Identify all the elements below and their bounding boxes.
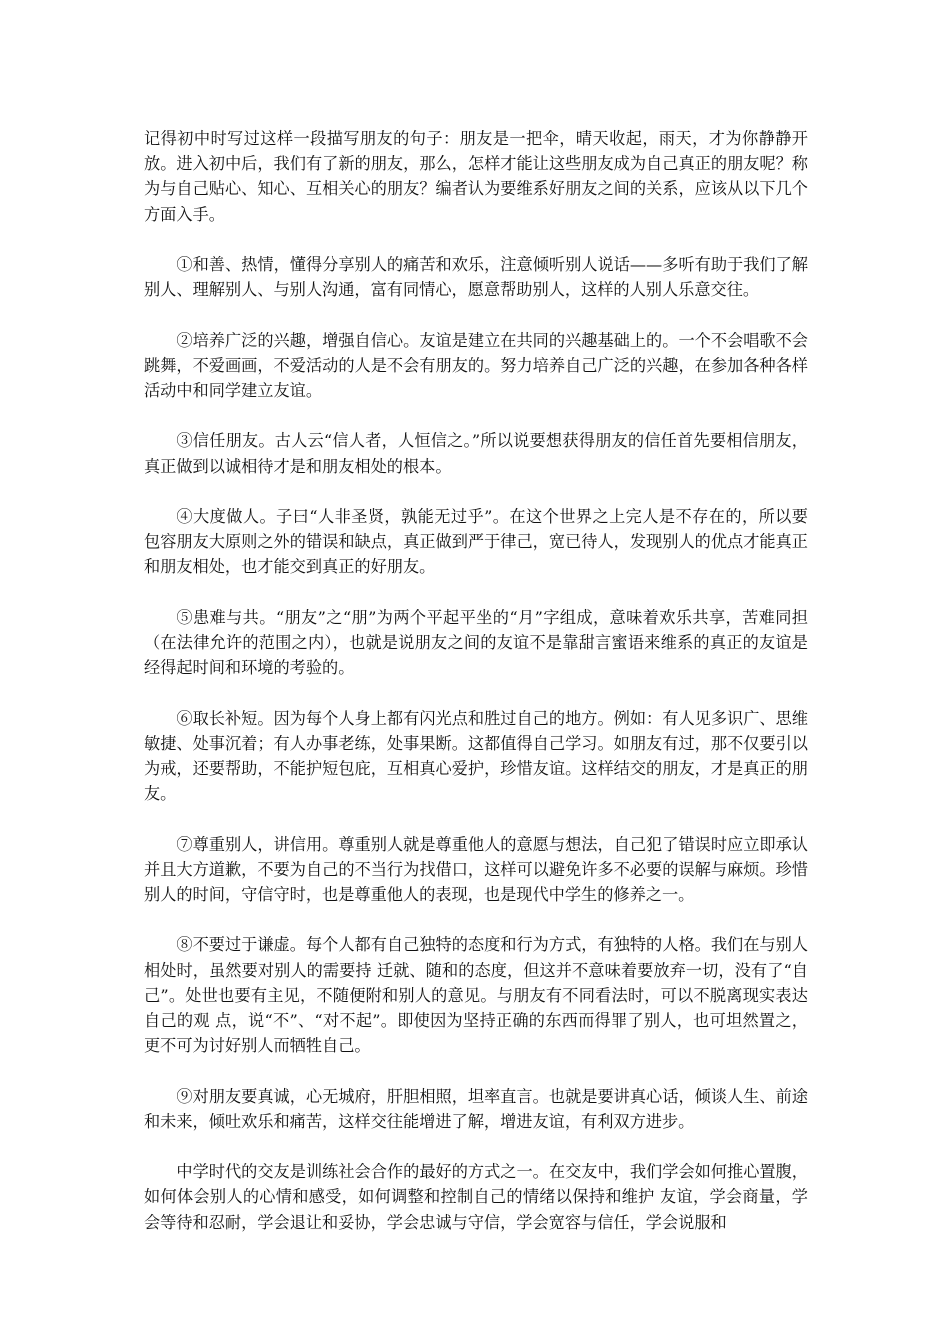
point-6-paragraph: ⑥取长补短。因为每个人身上都有闪光点和胜过自己的地方。例如：有人见多识广、思维敏捷、处事沉着；有人办事老练，处事果断。这都值得自己学习。如朋友有过，那不仅要引以为戒，还要帮助，不能护短包庇，互相真心爱护，珍惜友谊。这样结交的朋友，才是真正的朋友。 [144, 708, 808, 804]
point-9-paragraph: ⑨对朋友要真诚，心无城府，肝胆相照，坦率直言。也就是要讲真心话，倾谈人生、前途和未来，倾吐欢乐和痛苦，这样交往能增进了解，增进友谊，有利双方进步。 [144, 1086, 808, 1131]
document-body [144, 126, 808, 1235]
point-4-paragraph: ④大度做人。子曰“人非圣贤，孰能无过乎”。在这个世界之上完人是不存在的，所以要包容朋友大原则之外的错误和缺点，真正做到严于律己，宽已待人，发现别人的优点才能真正和朋友相处，也才能交到真正的好朋友。 [144, 506, 808, 577]
point-5-paragraph: ⑤患难与共。“朋友”之“朋”为两个平起平坐的“月”字组成，意味着欢乐共享，苦难同担（在法律允许的范围之内），也就是说朋友之间的友谊不是靠甜言蜜语来维系的真正的友谊是经得起时间和环境的考验的。 [144, 607, 808, 678]
conclusion-paragraph: 中学时代的交友是训练社会合作的最好的方式之一。在交友中，我们学会如何推心置腹，如何体会别人的心情和感受，如何调整和控制自己的情绪以保持和维护 友谊，学会商量，学会等待和忍耐，学会退让和妥协，学会忠诚与守信，学会宽容与信任，学会说服和 [144, 1162, 808, 1232]
point-2-paragraph: ②培养广泛的兴趣，增强自信心。友谊是建立在共同的兴趣基础上的。一个不会唱歌不会跳舞，不爱画画，不爱活动的人是不会有朋友的。努力培养自己广泛的兴趣，在参加各种各样活动中和同学建立友谊。 [144, 330, 808, 400]
point-3-paragraph: ③信任朋友。古人云“信人者，人恒信之。”所以说要想获得朋友的信任首先要相信朋友，真正做到以诚相待才是和朋友相处的根本。 [144, 431, 808, 476]
point-8-paragraph: ⑧不要过于谦虚。每个人都有自己独特的态度和行为方式，有独特的人格。我们在与别人相处时，虽然要对别人的需要持 迁就、随和的态度，但这并不意味着要放弃一切，没有了“自己”。处世也要有主见，不随便附和别人的意见。与朋友有不同看法时，可以不脱离现实表达自己的观 点，说“不”、“对不起”。即使因为坚持正确的东西而得罪了别人，也可坦然置之，更不可为讨好别人而牺牲自己。 [144, 935, 808, 1056]
point-1-paragraph: ①和善、热情，懂得分享别人的痛苦和欢乐，注意倾听别人说话——多听有助于我们了解别人、理解别人、与别人沟通，富有同情心，愿意帮助别人，这样的人别人乐意交往。 [144, 255, 808, 300]
point-7-paragraph: ⑦尊重别人，讲信用。尊重别人就是尊重他人的意愿与想法，自己犯了错误时应立即承认并且大方道歉，不要为自己的不当行为找借口，这样可以避免许多不必要的误解与麻烦。珍惜别人的时间，守信守时，也是尊重他人的表现，也是现代中学生的修养之一。 [144, 834, 808, 904]
intro-paragraph: 记得初中时写过这样一段描写朋友的句子：朋友是一把伞，晴天收起，雨天，才为你静静开放。进入初中后，我们有了新的朋友，那么，怎样才能让这些朋友成为自己真正的朋友呢？称为与自己贴心、知心、互相关心的朋友？编者认为要维系好朋友之间的关系，应该从以下几个方面入手。 [144, 129, 808, 224]
